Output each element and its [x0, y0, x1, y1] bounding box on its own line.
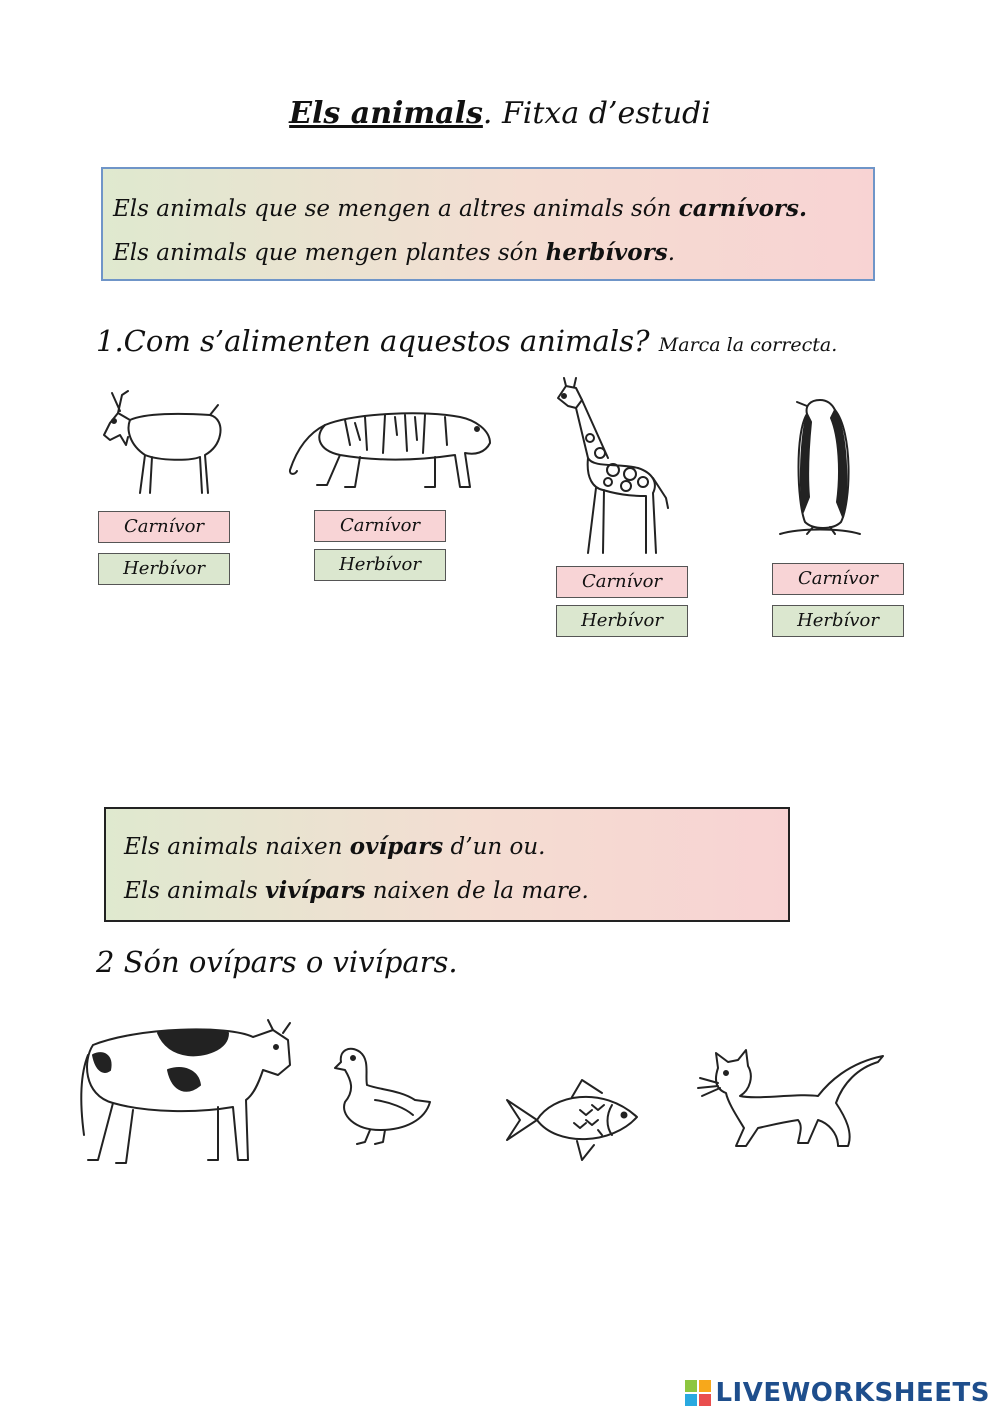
- cat-icon: [698, 1048, 888, 1153]
- question-2-label: 2 Són ovípars o vivípars.: [96, 945, 458, 979]
- tiger-icon: [285, 395, 495, 495]
- info-text: naixen de la mare.: [365, 878, 589, 904]
- info-text: Els animals que mengen plantes són: [113, 240, 546, 266]
- penguin-carnivore-option[interactable]: Carnívor: [772, 563, 904, 595]
- question-1-instruction: Marca la correcta.: [658, 334, 838, 356]
- goat-icon: [100, 385, 225, 500]
- info-line-herbivores: [113, 239, 675, 266]
- liveworksheets-brand: [685, 1378, 990, 1408]
- title-rest: . Fitxa d’estudi: [482, 96, 711, 131]
- title-underlined: Els animals: [289, 96, 483, 131]
- page-title: [0, 96, 1000, 131]
- question-1: [96, 324, 837, 358]
- tiger-herbivore-option[interactable]: Herbívor: [314, 549, 446, 581]
- goat-herbivore-option[interactable]: Herbívor: [98, 553, 230, 585]
- info-bold-term: herbívors: [545, 239, 668, 266]
- cow-icon: [78, 1015, 293, 1170]
- question-2: [96, 945, 458, 979]
- info-text: .: [667, 240, 676, 266]
- info-bold-term: vivípars: [265, 877, 366, 904]
- giraffe-carnivore-option[interactable]: Carnívor: [556, 566, 688, 598]
- penguin-icon: [775, 392, 865, 542]
- info-bold-term: ovípars: [349, 833, 444, 860]
- info-text: Els animals que se mengen a altres animals són: [113, 196, 679, 222]
- giraffe-herbivore-option[interactable]: Herbívor: [556, 605, 688, 637]
- info-bold-term: carnívors.: [678, 195, 807, 222]
- goat-carnivore-option[interactable]: Carnívor: [98, 511, 230, 543]
- tiger-carnivore-option[interactable]: Carnívor: [314, 510, 446, 542]
- info-text: d’un ou.: [443, 834, 546, 860]
- info-text: Els animals naixen: [124, 834, 350, 860]
- info-line-oviparous: [124, 833, 546, 860]
- duck-icon: [335, 1040, 435, 1145]
- giraffe-icon: [548, 378, 678, 558]
- brand-text: LIVEWORKSHEETS: [715, 1378, 990, 1408]
- question-1-label: 1.Com s’alimenten aquestos animals?: [96, 324, 650, 358]
- info-box-birth: [104, 807, 790, 922]
- penguin-herbivore-option[interactable]: Herbívor: [772, 605, 904, 637]
- info-line-viviparous: [124, 877, 589, 904]
- info-line-carnivores: [113, 195, 807, 222]
- info-text: Els animals: [124, 878, 266, 904]
- fish-icon: [502, 1075, 642, 1165]
- liveworksheets-logo-icon: [685, 1380, 711, 1406]
- info-box-diet: [101, 167, 875, 281]
